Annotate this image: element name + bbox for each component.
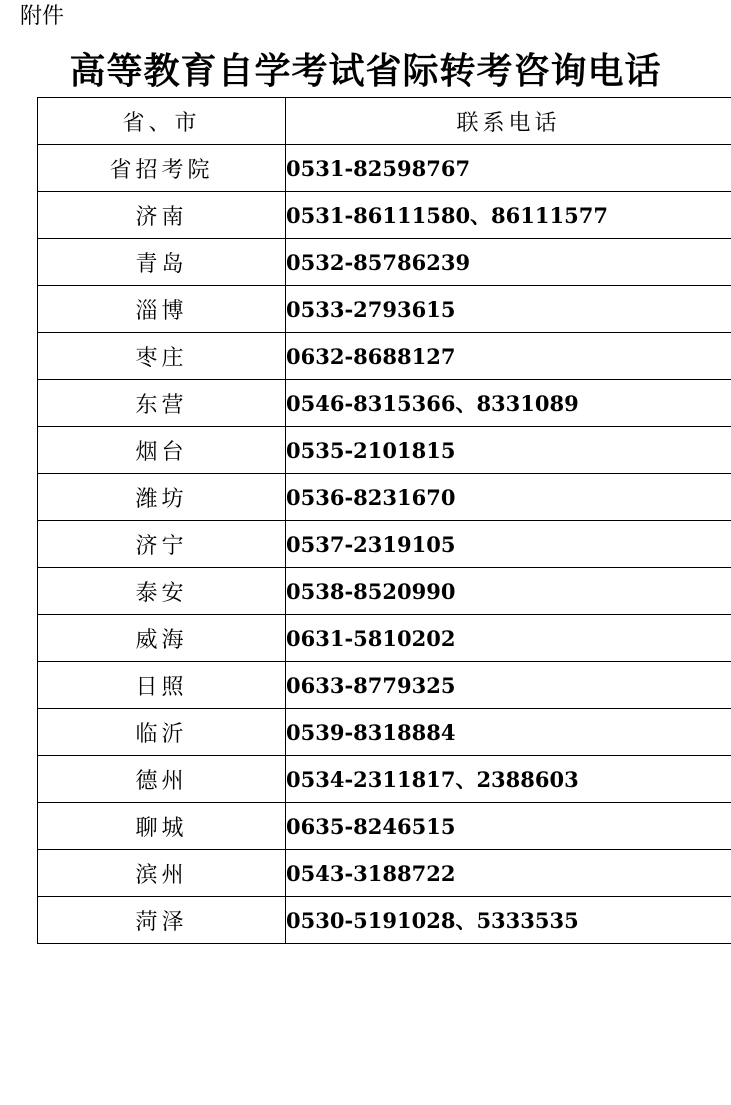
region-cell: 菏泽 xyxy=(38,897,286,944)
contact-table xyxy=(37,97,731,944)
table-row xyxy=(38,474,731,521)
phone-cell: 0633-8779325 xyxy=(286,662,731,709)
phone-cell: 0543-3188722 xyxy=(286,850,731,897)
phone-cell: 0632-8688127 xyxy=(286,333,731,380)
region-cell: 威海 xyxy=(38,615,286,662)
table-row xyxy=(38,850,731,897)
region-cell: 青岛 xyxy=(38,239,286,286)
table-row xyxy=(38,803,731,850)
phone-cell: 0534-2311817、2388603 xyxy=(286,756,731,803)
phone-cell: 0533-2793615 xyxy=(286,286,731,333)
region-cell: 滨州 xyxy=(38,850,286,897)
region-cell: 济宁 xyxy=(38,521,286,568)
region-cell: 东营 xyxy=(38,380,286,427)
table-row xyxy=(38,286,731,333)
table-row xyxy=(38,521,731,568)
phone-cell: 0536-8231670 xyxy=(286,474,731,521)
phone-cell: 0635-8246515 xyxy=(286,803,731,850)
phone-cell: 0546-8315366、8331089 xyxy=(286,380,731,427)
table-row xyxy=(38,615,731,662)
column-header-region: 省、市 xyxy=(38,98,286,145)
column-header-phone: 联系电话 xyxy=(286,98,731,145)
phone-cell: 0531-86111580、86111577 xyxy=(286,192,731,239)
table-row xyxy=(38,380,731,427)
phone-cell: 0531-82598767 xyxy=(286,145,731,192)
phone-cell: 0631-5810202 xyxy=(286,615,731,662)
table-row xyxy=(38,897,731,944)
region-cell: 烟台 xyxy=(38,427,286,474)
region-cell: 济南 xyxy=(38,192,286,239)
table-row xyxy=(38,145,731,192)
phone-cell: 0539-8318884 xyxy=(286,709,731,756)
table-row xyxy=(38,192,731,239)
table-row xyxy=(38,239,731,286)
document-title: 高等教育自学考试省际转考咨询电话 xyxy=(69,50,662,92)
table-row xyxy=(38,756,731,803)
region-cell: 潍坊 xyxy=(38,474,286,521)
table-row xyxy=(38,568,731,615)
phone-cell: 0538-8520990 xyxy=(286,568,731,615)
region-cell: 德州 xyxy=(38,756,286,803)
region-cell: 泰安 xyxy=(38,568,286,615)
region-cell: 聊城 xyxy=(38,803,286,850)
region-cell: 省招考院 xyxy=(38,145,286,192)
table-header-row xyxy=(38,98,731,145)
phone-cell: 0530-5191028、5333535 xyxy=(286,897,731,944)
phone-cell: 0537-2319105 xyxy=(286,521,731,568)
attachment-label: 附件 xyxy=(20,4,65,29)
phone-cell: 0535-2101815 xyxy=(286,427,731,474)
region-cell: 枣庄 xyxy=(38,333,286,380)
region-cell: 临沂 xyxy=(38,709,286,756)
phone-cell: 0532-85786239 xyxy=(286,239,731,286)
table-row xyxy=(38,333,731,380)
region-cell: 日照 xyxy=(38,662,286,709)
table-row xyxy=(38,662,731,709)
table-row xyxy=(38,709,731,756)
table-row xyxy=(38,427,731,474)
region-cell: 淄博 xyxy=(38,286,286,333)
